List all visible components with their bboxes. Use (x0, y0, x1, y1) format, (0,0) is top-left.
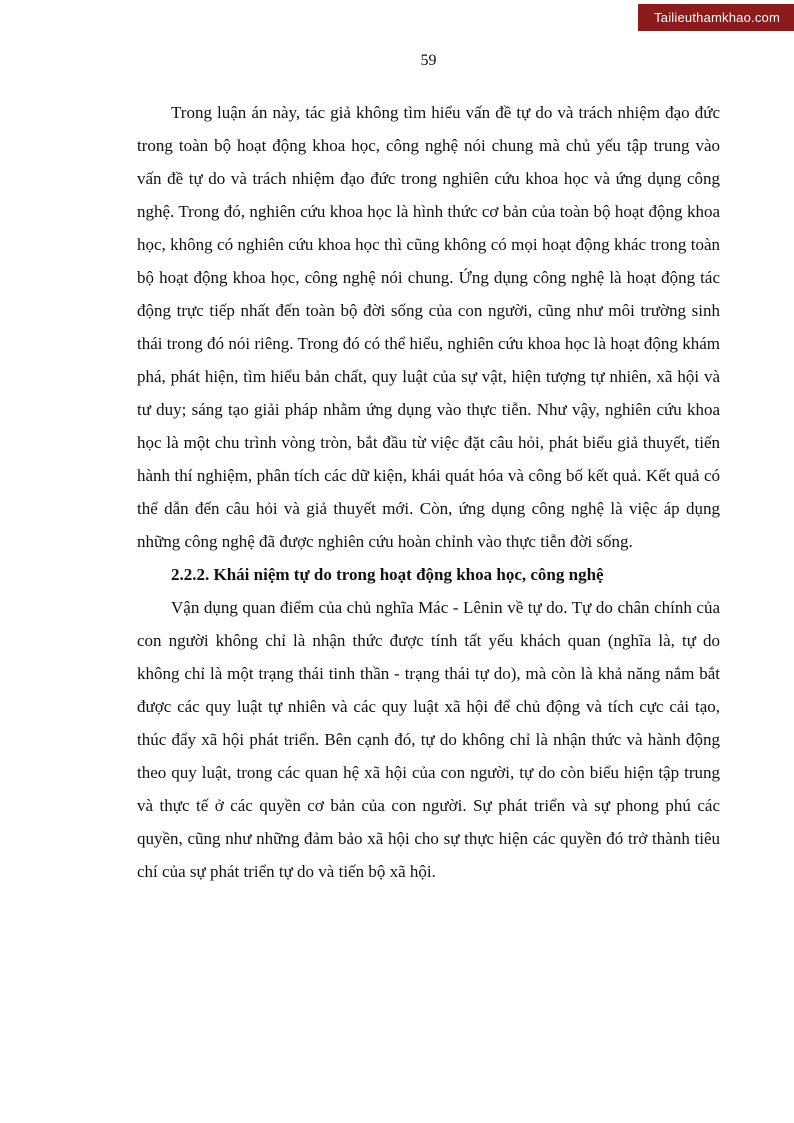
paragraph-intro: Trong luận án này, tác giả không tìm hiểu vấn đề tự do và trách nhiệm đạo đức trong toàn bộ hoạt động khoa học, công nghệ nói chung mà chủ yếu tập trung vào vấn đề tự do và trách nhiệm đạo đức trong nghiên cứu khoa học và ứng dụng công nghệ. Trong đó, nghiên cứu khoa học là hình thức cơ bản của toàn bộ hoạt động khoa học, không có nghiên cứu khoa học thì cũng không có mọi hoạt động khác trong toàn bộ hoạt động khoa học, công nghệ nói chung. Ứng dụng công nghệ là hoạt động tác động trực tiếp nhất đến toàn bộ đời sống của con người, cũng như môi trường sinh thái trong đó nói riêng. Trong đó có thể hiểu, nghiên cứu khoa học là hoạt động khám phá, phát hiện, tìm hiểu bản chất, quy luật của sự vật, hiện tượng tự nhiên, xã hội và tư duy; sáng tạo giải pháp nhằm ứng dụng vào thực tiễn. Như vậy, nghiên cứu khoa học là một chu trình vòng tròn, bắt đầu từ việc đặt câu hỏi, phát biểu giả thuyết, tiến hành thí nghiệm, phân tích các dữ kiện, khái quát hóa và công bố kết quả. Kết quả có thể dẫn đến câu hỏi và giả thuyết mới. Còn, ứng dụng công nghệ là việc áp dụng những công nghệ đã được nghiên cứu hoàn chỉnh vào thực tiễn đời sống. (137, 103, 720, 551)
body-text (137, 96, 720, 888)
watermark-banner: Tailieuthamkhao.com (638, 4, 794, 31)
page-number: 59 (420, 52, 437, 69)
paragraph-freedom-concept: Vận dụng quan điểm của chủ nghĩa Mác - Lênin về tự do. Tự do chân chính của con người không chỉ là nhận thức được tính tất yếu khách quan (nghĩa là, tự do không chỉ là một trạng thái tinh thần - trạng thái tự do), mà còn là khả năng nắm bắt được các quy luật tự nhiên và các quy luật xã hội để chủ động và tích cực cải tạo, thúc đẩy xã hội phát triển. Bên cạnh đó, tự do không chỉ là nhận thức và hành động theo quy luật, trong các quan hệ xã hội của con người, tự do còn biểu hiện tập trung và thực tế ở các quyền cơ bản của con người. Sự phát triển và sự phong phú các quyền, cũng như những đảm bảo xã hội cho sự thực hiện các quyền đó trở thành tiêu chí của sự phát triển tự do và tiến bộ xã hội. (137, 598, 720, 881)
section-heading: 2.2.2. Khái niệm tự do trong hoạt động khoa học, công nghệ (171, 565, 604, 584)
